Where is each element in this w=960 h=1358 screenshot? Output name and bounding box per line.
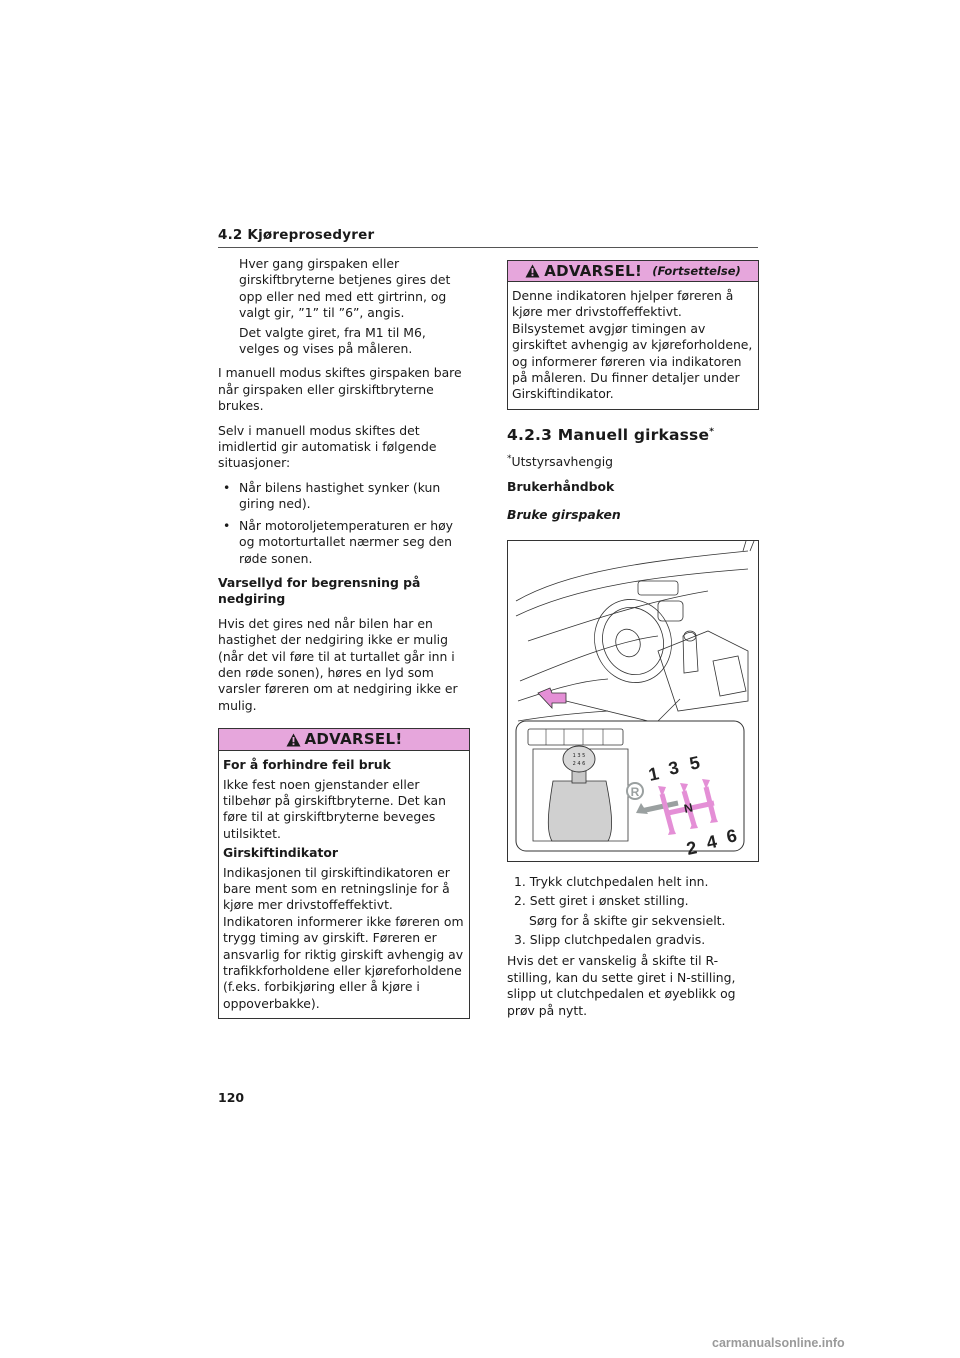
gear-label-n: N — [682, 800, 695, 816]
warning-subheading: Girskiftindikator — [223, 845, 339, 861]
page-number: 120 — [218, 1090, 245, 1105]
warning-box — [218, 728, 470, 1019]
gearshift-drawing — [508, 541, 758, 861]
indented-paragraph: Hver gang girspaken eller girskiftbryterne betjenes gires det opp eller ned med ett girtrinn, og valgt gir, ”1” til ”6”, angis. — [239, 256, 451, 321]
paragraph: Selv i manuell modus skiftes det imidlertid gir automatisk i følgende situasjoner: — [218, 422, 437, 471]
paragraph: Hvis det gires ned når bilen har en hastighet der nedgiring ikke er mulig (når det vil føre til at turtallet går inn i den røde sonen), høres en lyd som varsler føreren om at nedgiring ikke er mulig. — [218, 615, 458, 713]
footnote — [507, 451, 759, 471]
warning-text: Indikatoren informerer ikke føreren om trygg timing av girskift. Føreren er ansvarlig for riktig girskift avhengig av trafikkforholdene eller kjøreforholdene (f.eks. forbikjøring eller å kjøre i oppoverbakke). — [223, 913, 464, 1011]
step-item: 2. Sett giret i ønsket stilling. — [514, 893, 689, 909]
asterisk: * — [709, 426, 715, 437]
section-heading — [507, 424, 759, 444]
indented-paragraph: Det valgte giret, fra M1 til M6, velges og vises på måleren. — [239, 324, 426, 357]
gearshift-illustration — [507, 540, 759, 862]
gear-label-3: 3 — [666, 757, 681, 779]
gear-label-1: 1 — [646, 763, 661, 785]
warning-body — [508, 282, 758, 409]
bullet-marker: • — [223, 479, 231, 495]
paragraph: Hvis det er vanskelig å skifte til R-stilling, kan du sette giret i N-stilling, slipp ut clutchpedalen et øyeblikk og prøv på nytt. — [507, 953, 736, 1018]
right-column — [507, 260, 759, 1027]
gear-label-2: 2 — [684, 837, 699, 859]
section-header — [218, 224, 758, 248]
warning-subheading: For å forhindre feil bruk — [223, 757, 391, 773]
knob-label-bottom: 2 4 6 — [572, 760, 586, 767]
bullet-marker: • — [223, 517, 231, 533]
step-note: Sørg for å skifte gir sekvensielt. — [529, 912, 726, 928]
steps-list — [507, 874, 759, 949]
warning-box-continued — [507, 260, 759, 410]
gear-label-5: 5 — [687, 752, 702, 774]
bullet-item — [218, 480, 470, 513]
warning-title: ADVARSEL! — [544, 261, 643, 280]
warning-text: Ikke fest noen gjenstander eller tilbehør på girskiftbryterne. Det kan føre til at girskiftbryterne beveges utilsiktet. — [223, 776, 446, 841]
warning-bar — [508, 261, 758, 282]
knob-label-top: 1 3 5 — [572, 752, 586, 759]
warning-text: Denne indikatoren hjelper føreren å kjøre mer drivstoffeffektivt. Bilsystemet avgjør timingen av girskiftet avhengig av kjøreforholdene, og informerer føreren via indikatoren på måleren. Du finner detaljer under Girskiftindikator. — [512, 288, 753, 402]
footnote-text: Utstyrsavhengig — [511, 454, 614, 470]
gear-label-r: R — [630, 784, 640, 799]
warning-icon — [286, 733, 301, 747]
label-manual: Brukerhåndbok — [507, 478, 615, 494]
step-item: 3. Slipp clutchpedalen gradvis. — [514, 931, 706, 947]
warning-text: Indikasjonen til girskiftindikatoren er bare ment som en retningslinje for å kjøre mer drivstoffeffektivt. — [223, 864, 450, 913]
warning-bar — [219, 729, 469, 751]
gear-label-4: 4 — [704, 831, 719, 853]
section-title: 4.2 Kjøreprosedyrer — [218, 227, 375, 243]
label-usage: Bruke girspaken — [507, 507, 621, 523]
warning-body — [219, 751, 469, 1018]
paragraph: I manuell modus skiftes girspaken bare når girspaken eller girskiftbryterne brukes. — [218, 365, 462, 414]
warning-continued-label: (Fortsettelse) — [652, 263, 741, 278]
step-item: 1. Trykk clutchpedalen helt inn. — [514, 873, 709, 889]
asterisk: * — [507, 454, 512, 465]
bullet-item — [218, 518, 470, 567]
bullet-text: Når bilens hastighet synker (kun giring ned). — [239, 479, 441, 512]
subheading: Varsellyd for begrensning på nedgiring — [218, 574, 421, 607]
left-column — [218, 256, 470, 1019]
warning-title: ADVARSEL! — [304, 730, 403, 749]
section-heading-text: 4.2.3 Manuell girkasse — [507, 426, 710, 444]
gear-label-6: 6 — [724, 825, 739, 847]
watermark: carmanualsonline.info — [712, 1336, 845, 1350]
bullet-text: Når motoroljetemperaturen er høy og motorturtallet nærmer seg den røde sonen. — [239, 517, 453, 566]
pointer-arrow — [538, 688, 566, 708]
warning-icon — [525, 264, 540, 278]
